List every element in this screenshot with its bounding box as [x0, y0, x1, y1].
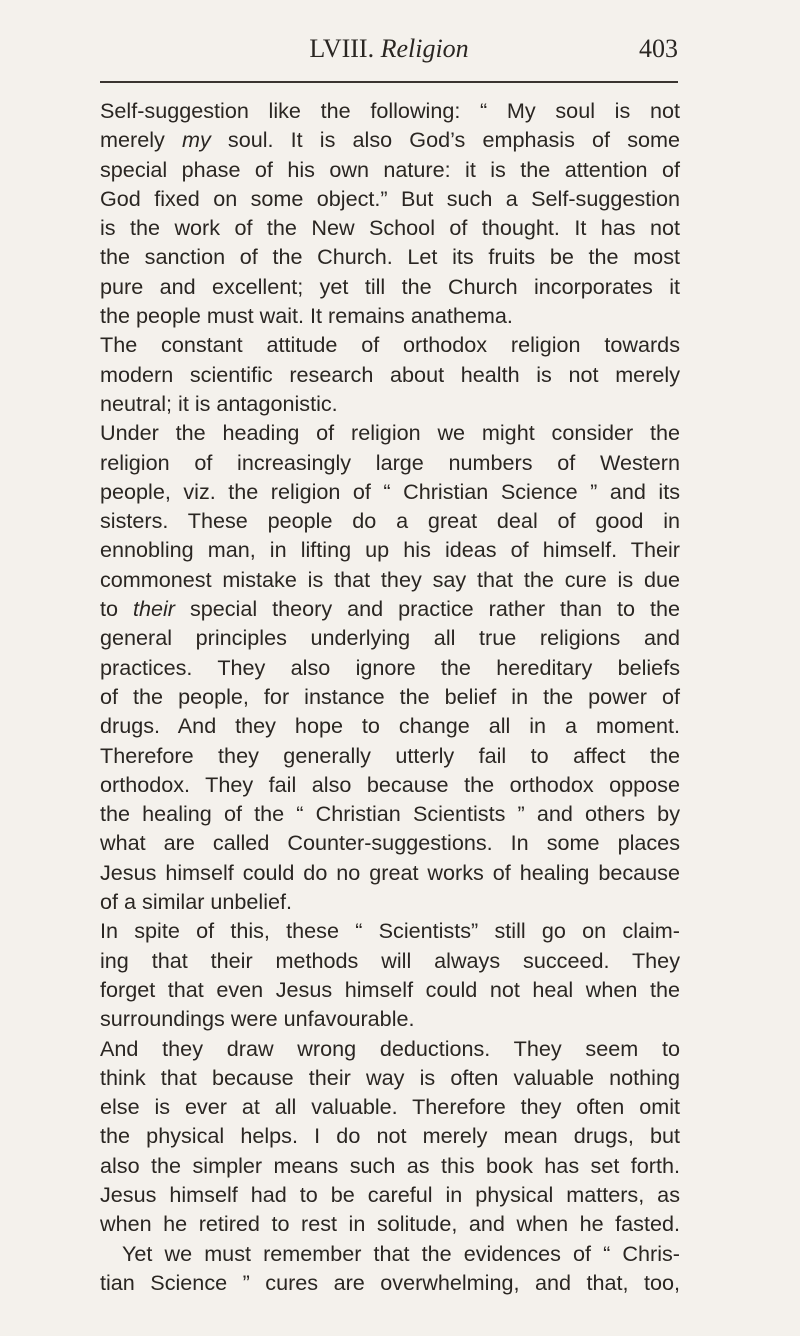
text-line [100, 887, 680, 916]
text-line [100, 1063, 680, 1092]
text-line [100, 272, 680, 301]
line-text: general principles underlying all true religions and [100, 625, 680, 651]
text-line [100, 535, 680, 564]
line-text: pure and excellent; yet till the Church incorporates it [100, 273, 680, 299]
line-text: the healing of the “ Christian Scientists ” and others by [100, 801, 680, 827]
text-line [100, 1121, 680, 1150]
italic-emphasis: their [132, 596, 175, 622]
text-line [100, 682, 680, 711]
text-line [100, 301, 680, 330]
text-line [100, 653, 680, 682]
text-line [100, 623, 680, 652]
line-text: what are called Counter-suggestions. In some places [100, 830, 680, 856]
line-text: merely [100, 127, 182, 153]
text-line [100, 360, 680, 389]
text-line [100, 155, 680, 184]
text-line [100, 448, 680, 477]
line-text: drugs. And they hope to change all in a moment. [100, 713, 680, 739]
text-line [100, 799, 680, 828]
text-line [100, 1004, 680, 1033]
text-line [100, 565, 680, 594]
text-line [100, 594, 680, 623]
line-text: religion of increasingly large numbers of Western [100, 449, 680, 475]
line-text: And they draw wrong deductions. They seem to [100, 1035, 680, 1061]
line-text: Self-suggestion like the following: “ My soul is not [100, 98, 680, 123]
line-text: the people must wait. It remains anathema. [100, 303, 513, 329]
line-text: Jesus himself had to be careful in physical matters, as [100, 1181, 680, 1207]
line-text: also the simpler means such as this book has set forth. [100, 1152, 680, 1178]
line-text: the physical helps. I do not merely mean drugs, but [100, 1123, 680, 1149]
line-text: Jesus himself could do no great works of healing because [100, 859, 680, 885]
text-line [100, 418, 680, 447]
line-text: think that because their way is often valuable nothing [100, 1064, 680, 1090]
text-line [100, 1092, 680, 1121]
line-text: is the work of the New School of thought. It has not [100, 215, 680, 241]
text-line [100, 975, 680, 1004]
line-text: Therefore they generally utterly fail to affect the [100, 742, 680, 768]
line-text: soul. It is also God’s emphasis of some [210, 127, 680, 153]
line-text: ing that their methods will always succeed. They [100, 947, 680, 973]
line-text: the sanction of the Church. Let its fruits be the most [100, 244, 680, 270]
text-line [100, 916, 680, 945]
line-text: surroundings were unfavourable. [100, 1006, 415, 1032]
text-line [100, 1180, 680, 1209]
line-text: ennobling man, in lifting up his ideas of himself. Their [100, 537, 680, 563]
line-text: neutral; it is antagonistic. [100, 390, 338, 416]
text-line [100, 389, 680, 418]
line-text: commonest mistake is that they say that the cure is due [100, 566, 680, 592]
text-line [100, 1268, 680, 1297]
chapter-title: Religion [380, 34, 469, 63]
text-line [100, 711, 680, 740]
line-text: else is ever at all valuable. Therefore they often omit [100, 1094, 680, 1120]
chapter-numeral: LVIII. [309, 34, 375, 63]
text-line [100, 1209, 680, 1238]
line-text: people, viz. the religion of “ Christian Science ” and its [100, 478, 680, 504]
text-line [100, 1034, 680, 1063]
text-line [100, 213, 680, 242]
text-line [100, 1239, 680, 1268]
line-text: modern scientific research about health is not merely [100, 361, 680, 387]
line-text: In spite of this, these “ Scientists” still go on claim- [100, 918, 680, 944]
text-line [100, 770, 680, 799]
line-text: special phase of his own nature: it is the attention of [100, 156, 680, 182]
line-text: Yet we must remember that the evidences of “ Chris- [122, 1240, 680, 1266]
text-line [100, 506, 680, 535]
line-text: The constant attitude of orthodox religion towards [100, 332, 680, 358]
line-text: God fixed on some object.” But such a Self-suggestion [100, 185, 680, 211]
line-text: to [100, 596, 133, 622]
text-line [100, 330, 680, 359]
line-text: tian Science ” cures are overwhelming, and that, too, [100, 1269, 680, 1295]
line-text: practices. They also ignore the hereditary beliefs [100, 654, 680, 680]
page-number: 403 [639, 34, 678, 63]
text-line [100, 1151, 680, 1180]
chapter-heading [100, 34, 678, 64]
text-line [100, 946, 680, 975]
text-line [100, 242, 680, 271]
body-text [100, 96, 680, 1297]
header-rule [100, 81, 678, 83]
italic-emphasis: my [181, 127, 211, 153]
text-line [100, 828, 680, 857]
line-text: sisters. These people do a great deal of good in [100, 508, 680, 534]
text-line [100, 125, 680, 154]
line-text: orthodox. They fail also because the orthodox oppose [100, 771, 680, 797]
line-text: Under the heading of religion we might consider the [100, 420, 680, 446]
line-text: when he retired to rest in solitude, and when he fasted. [100, 1211, 680, 1237]
text-line [100, 477, 680, 506]
line-text: special theory and practice rather than to the [174, 596, 680, 622]
text-line [100, 96, 680, 125]
line-text: of a similar unbelief. [100, 889, 293, 915]
running-header [100, 34, 678, 74]
line-text: of the people, for instance the belief in the power of [100, 683, 680, 709]
text-line [100, 741, 680, 770]
text-line [100, 184, 680, 213]
line-text: forget that even Jesus himself could not heal when the [100, 976, 680, 1002]
text-line [100, 858, 680, 887]
